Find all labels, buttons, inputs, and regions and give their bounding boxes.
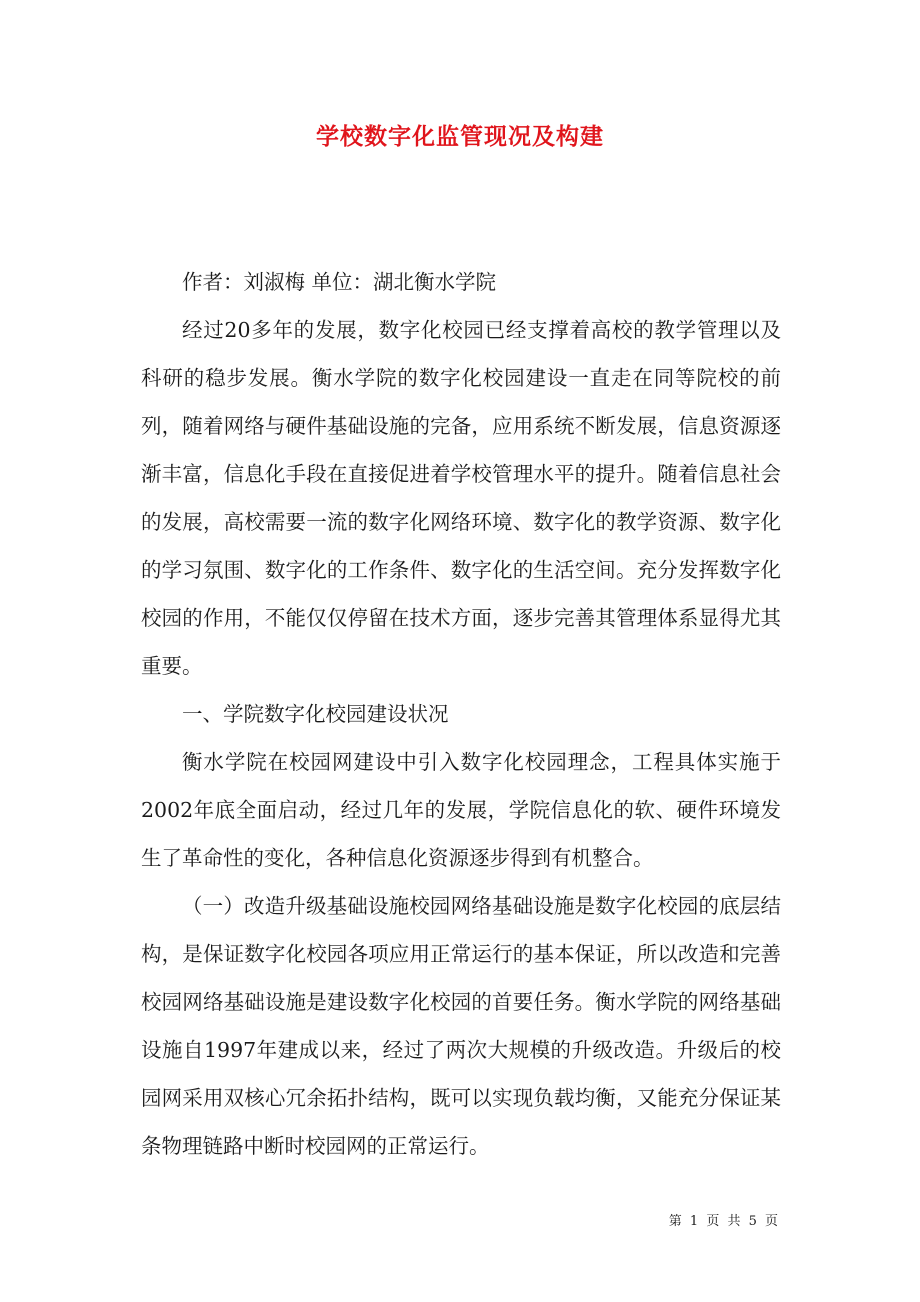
- document-body: [141, 258, 781, 1170]
- paragraph-section-1: 衡水学院在校园网建设中引入数字化校园理念，工程具体实施于2002年底全面启动，经过几年的发展，学院信息化的软、硬件环境发生了革命性的变化，各种信息化资源逐步得到有机整合。: [141, 750, 781, 870]
- author-line: 作者：刘淑梅 单位：湖北衡水学院: [182, 270, 497, 294]
- paragraph-subsection-1: （一）改造升级基础设施校园网络基础设施是数字化校园的底层结构，是保证数字化校园各项应用正常运行的基本保证，所以改造和完善校园网络基础设施是建设数字化校园的首要任务。衡水学院的网络基础设施自1997年建成以来，经过了两次大规模的升级改造。升级后的校园网采用双核心冗余拓扑结构，既可以实现负载均衡，又能充分保证某条物理链路中断时校园网的正常运行。: [141, 894, 781, 1158]
- document-title: 学校数字化监管现况及构建: [316, 123, 604, 150]
- section-heading: 一、学院数字化校园建设状况: [182, 702, 449, 726]
- page-number: 第 1 页 共 5 页: [668, 1214, 780, 1229]
- paragraph-intro: 经过20多年的发展，数字化校园已经支撑着高校的教学管理以及科研的稳步发展。衡水学院的数字化校园建设一直走在同等院校的前列，随着网络与硬件基础设施的完备，应用系统不断发展，信息资源逐渐丰富，信息化手段在直接促进着学校管理水平的提升。随着信息社会的发展，高校需要一流的数字化网络环境、数字化的教学资源、数字化的学习氛围、数字化的工作条件、数字化的生活空间。充分发挥数字化校园的作用，不能仅仅停留在技术方面，逐步完善其管理体系显得尤其重要。: [141, 318, 781, 678]
